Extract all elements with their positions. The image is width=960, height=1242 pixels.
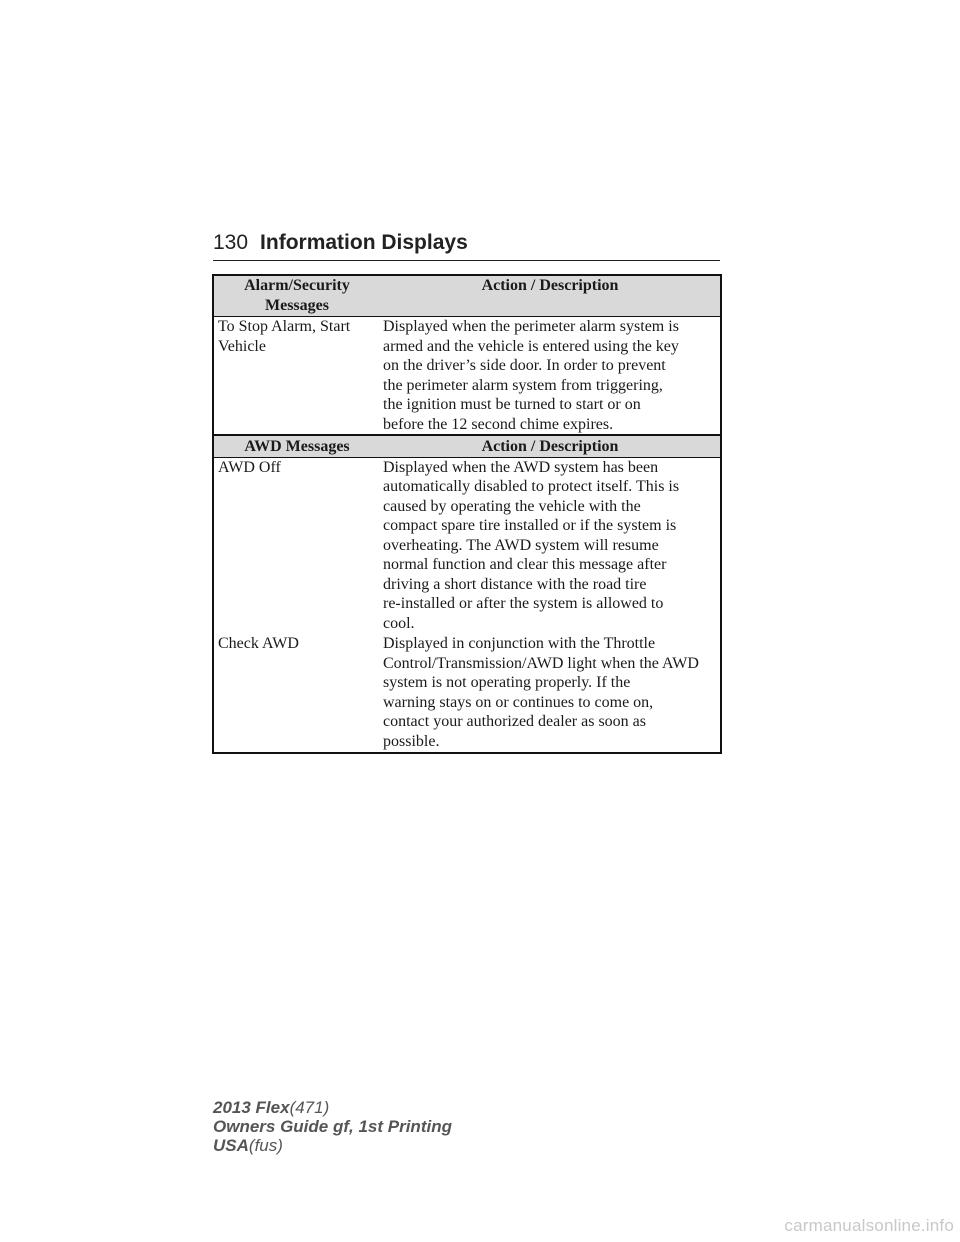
- column-header-description: Action / Description: [380, 275, 721, 317]
- description-line: re-installed or after the system is allowed to: [383, 595, 664, 612]
- table-row: [213, 634, 721, 753]
- footer-line: [213, 1136, 452, 1155]
- column-header-line: Messages: [265, 296, 329, 314]
- description-line: automatically disabled to protect itself. This is: [383, 478, 680, 495]
- footer-market-code: (fus): [248, 1136, 283, 1155]
- message-cell: [213, 317, 380, 437]
- description-line: normal function and clear this message after: [383, 556, 667, 573]
- description-cell: [380, 634, 721, 753]
- watermark: carmanualsonline.info: [784, 1216, 954, 1235]
- description-line: before the 12 second chime expires.: [383, 415, 614, 433]
- description-cell: [380, 457, 721, 634]
- description-line: Displayed when the perimeter alarm system is: [383, 318, 679, 335]
- table-header-row: [213, 275, 721, 317]
- table-row: [213, 317, 721, 437]
- footer-code: (471): [289, 1098, 330, 1117]
- footer-line: [213, 1117, 452, 1136]
- page-number: 130: [213, 231, 249, 254]
- description-line: overheating. The AWD system will resume: [383, 536, 659, 554]
- column-header-line: Alarm/Security: [244, 277, 350, 294]
- description-line: the perimeter alarm system from triggering,: [383, 376, 663, 394]
- description-line: Displayed when the AWD system has been: [383, 458, 659, 476]
- document-footer: [213, 1098, 452, 1155]
- description-line: warning stays on or continues to come on,: [383, 693, 654, 711]
- description-line: on the driver’s side door. In order to prevent: [383, 357, 666, 374]
- description-line: system is not operating properly. If the: [383, 674, 631, 691]
- table-row: [213, 457, 721, 634]
- description-line: cool.: [383, 614, 415, 632]
- page-header: [213, 228, 720, 261]
- message-cell: AWD Off: [218, 458, 281, 476]
- description-line: armed and the vehicle is entered using the key: [383, 337, 679, 355]
- description-line: Displayed in conjunction with the Throttle: [383, 635, 656, 652]
- column-header-description: Action / Description: [380, 435, 721, 457]
- message-cell: Check AWD: [218, 635, 299, 652]
- message-line: To Stop Alarm, Start: [218, 318, 351, 335]
- description-line: caused by operating the vehicle with the: [383, 497, 641, 515]
- section-title: Information Displays: [260, 231, 468, 254]
- message-line: Vehicle: [218, 337, 266, 355]
- footer-guide: Owners Guide gf, 1st Printing: [213, 1117, 452, 1136]
- description-cell: [380, 317, 721, 437]
- footer-line: [213, 1098, 452, 1117]
- column-header-messages: AWD Messages: [213, 435, 380, 457]
- description-line: contact your authorized dealer as soon as: [383, 713, 647, 730]
- alarm-security-messages-table: [212, 274, 722, 437]
- column-header-messages: [213, 275, 380, 317]
- footer-market: USA: [213, 1136, 249, 1155]
- description-line: possible.: [383, 732, 440, 750]
- description-line: the ignition must be turned to start or on: [383, 396, 641, 413]
- description-line: Control/Transmission/AWD light when the AWD: [383, 654, 699, 672]
- footer-model: 2013 Flex: [213, 1098, 290, 1117]
- description-line: compact spare tire installed or if the system is: [383, 517, 677, 534]
- description-line: driving a short distance with the road tire: [383, 575, 647, 593]
- awd-messages-table: [212, 434, 722, 754]
- table-header-row: [213, 435, 721, 457]
